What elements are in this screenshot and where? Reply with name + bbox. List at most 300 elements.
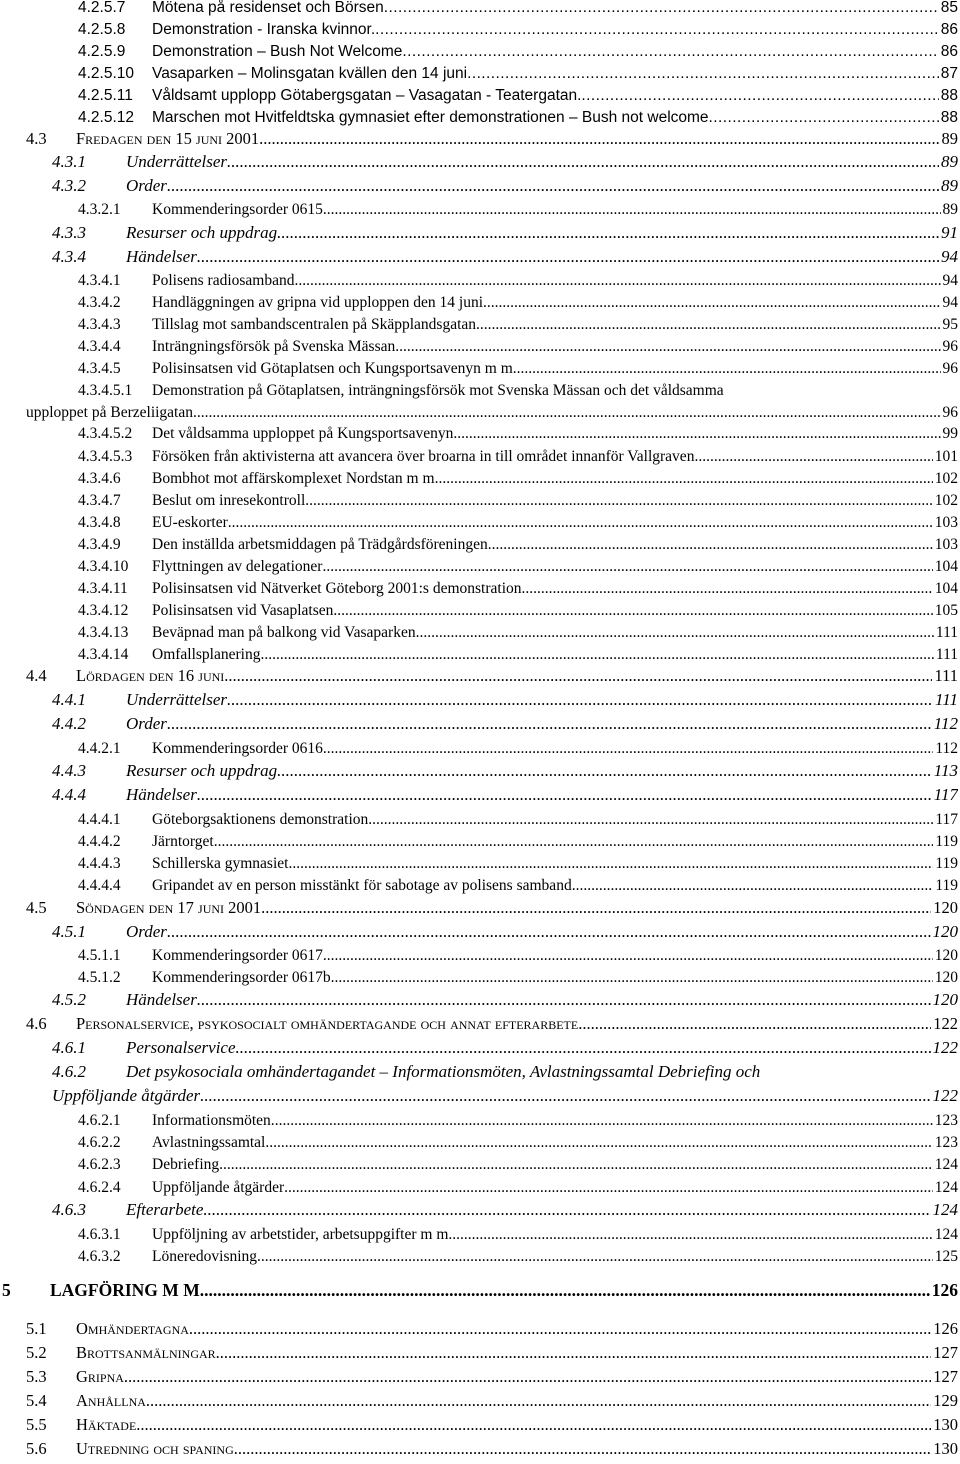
toc-title: Försöken från aktivisterna att avancera över broarna in till området innanför Vallgraven. [152, 448, 699, 465]
toc-leader-dots [435, 469, 933, 489]
toc-number: 4.3.4 [52, 247, 86, 266]
toc-title: Polisinsatsen vid Götaplatsen och Kungsportsavenyn m m [152, 360, 513, 377]
toc-entry-line [52, 246, 958, 268]
toc-title: Våldsamt upplopp Götabergsgatan – Vasagatan - Teatergatan. [152, 87, 582, 104]
toc-entry-line [52, 784, 958, 806]
toc-number: 4.2.5.10 [78, 65, 135, 82]
toc-page-number: 120 [932, 990, 958, 1009]
toc-leader-dots [572, 876, 934, 896]
toc-number: 4.3.2.1 [78, 201, 121, 218]
toc-leader-dots [322, 557, 932, 577]
toc-entry-line [78, 200, 958, 220]
toc-entry[interactable] [0, 175, 960, 201]
toc-page-number: 120 [933, 898, 958, 917]
toc-page-number: 111 [935, 646, 958, 663]
toc-number: 4.3.4.5.2 [78, 425, 133, 442]
toc-number: 5.6 [26, 1439, 47, 1458]
toc-page-number: 96 [942, 360, 958, 377]
toc-leader-dots [197, 784, 932, 806]
toc-leader-dots [368, 810, 933, 830]
toc-title: Kommenderingsorder 0617 [152, 947, 323, 964]
toc-leader-dots [295, 271, 941, 291]
toc-entry-line [78, 601, 958, 621]
toc-title: Kommenderingsorder 0617b [152, 969, 331, 986]
toc-number: 4.4.2.1 [78, 740, 121, 757]
toc-entry-line [78, 1178, 958, 1198]
toc-number: 4.2.5.8 [78, 21, 126, 38]
toc-leader-dots [483, 293, 940, 313]
toc-entry-line [78, 293, 958, 313]
toc-entry[interactable] [0, 784, 960, 810]
toc-number: 4.6 [26, 1014, 47, 1033]
toc-leader-dots [277, 222, 939, 244]
toc-title: Händelser [126, 785, 197, 804]
toc-page-number: 111 [934, 666, 958, 685]
toc-page-number: 127 [933, 1343, 958, 1362]
toc-leader-dots [197, 989, 931, 1011]
toc-page-number: 129 [933, 1391, 958, 1410]
toc-number: 4.6.3.1 [78, 1226, 121, 1243]
toc-number: 4.6.2.1 [78, 1112, 121, 1129]
toc-leader-dots [269, 1133, 933, 1153]
toc-number: 5.4 [26, 1391, 47, 1410]
toc-title: Personalservice, psykosocialt omhändertagande och annat efterarbete [76, 1014, 579, 1033]
toc-page-number: 104 [934, 580, 958, 597]
toc-number: 4.6.3.2 [78, 1248, 121, 1265]
toc-entry-line [78, 42, 958, 62]
toc-page-number: 119 [935, 877, 958, 894]
toc-entry[interactable] [0, 989, 960, 1015]
toc-number: 4.3.4.5.1 [78, 382, 133, 399]
toc-number: 5 [2, 1280, 11, 1300]
toc-leader-dots [234, 1438, 932, 1460]
toc-title: Resurser och uppdrag [126, 223, 278, 242]
toc-entry-line [78, 968, 958, 988]
toc-leader-dots [214, 832, 934, 852]
toc-leader-dots [208, 1199, 931, 1221]
toc-title: Vasaparken – Molinsgatan kvällen den 14 juni [152, 65, 468, 82]
toc-entry[interactable] [0, 1278, 960, 1304]
toc-entry[interactable] [0, 897, 960, 923]
toc-number: 4.2.5.9 [78, 43, 126, 60]
toc-entry-line [78, 513, 958, 533]
toc-number: 4.4.4.4 [78, 877, 121, 894]
toc-title: Underrättelser [126, 152, 228, 171]
toc-page-number: 126 [933, 1319, 958, 1338]
toc-title: Demonstration - Iranska kvinnor. [152, 21, 376, 38]
toc-leader-dots [224, 665, 932, 687]
toc-entry-line [26, 1342, 958, 1364]
toc-number: 4.3.4.14 [78, 646, 129, 663]
toc-page-number: 95 [942, 316, 958, 333]
toc-entry-line [78, 1133, 958, 1153]
toc-title: Efterarbete. [126, 1200, 208, 1219]
toc-page-number: 87 [940, 65, 958, 82]
toc-leader-dots [167, 921, 931, 943]
toc-page-number: 102 [934, 492, 958, 509]
toc-page-number: 122 [933, 1014, 958, 1033]
toc-entry-line [26, 1366, 958, 1388]
toc-entry-line [78, 579, 958, 599]
toc-page-number: 119 [935, 855, 958, 872]
toc-title: Uppföljande åtgärder [152, 1179, 285, 1196]
toc-page-number: 96 [942, 338, 958, 355]
toc-title: Göteborgsaktionens demonstration [152, 811, 369, 828]
toc-entry-line [78, 424, 958, 444]
toc-leader-dots [227, 689, 933, 711]
toc-entry[interactable] [0, 1414, 960, 1440]
toc-entry-line [52, 1061, 958, 1083]
toc-entry-line [78, 645, 958, 665]
toc-leader-dots [197, 246, 939, 268]
toc-entry-line [78, 832, 958, 852]
toc-page-number: 123 [934, 1112, 958, 1129]
toc-number: 4.4.2 [52, 714, 86, 733]
toc-entry-line [78, 359, 958, 379]
toc-title: Järntorget [152, 833, 214, 850]
toc-page-number: 89 [941, 152, 958, 171]
toc-number: 4.3.4.9 [78, 536, 121, 553]
toc-entry-line [26, 1414, 958, 1436]
toc-title: Omhändertagna [76, 1319, 189, 1338]
toc-title: Demonstration – Bush Not Welcome [152, 43, 403, 60]
toc-leader-dots [416, 623, 934, 643]
toc-number: 4.6.2 [52, 1062, 86, 1081]
toc-number: 4.6.2.3 [78, 1156, 121, 1173]
toc-entry[interactable] [0, 1247, 960, 1273]
toc-page-number: 112 [933, 714, 958, 733]
toc-number: 5.1 [26, 1319, 47, 1338]
toc-title: Bombhot mot affärskomplexet Nordstan m m [152, 470, 435, 487]
toc-entry-line [78, 20, 958, 40]
toc-page-number: 101 [934, 448, 958, 465]
toc-number: 4.3.1 [52, 152, 86, 171]
toc-leader-dots [288, 854, 933, 874]
toc-title: Söndagen den 17 juni 2001 [76, 898, 262, 917]
toc-page-number: 113 [933, 761, 958, 780]
toc-leader-dots [488, 535, 933, 555]
toc-entry[interactable] [0, 246, 960, 272]
toc-entry[interactable] [0, 1366, 960, 1392]
toc-number: 4.6.3 [52, 1200, 86, 1219]
toc-number: 5.5 [26, 1415, 47, 1434]
toc-entry-line [52, 175, 958, 197]
toc-leader-dots [284, 1178, 933, 1198]
toc-title: LAGFÖRING M M [50, 1280, 200, 1300]
toc-leader-dots [331, 968, 933, 988]
toc-title: Tillslag mot sambandscentralen på Skäpplandsgatan [152, 316, 477, 333]
toc-title: Flyttningen av delegationer [152, 558, 323, 575]
toc-title: Det våldsamma upploppet på Kungsportsavenyn. [152, 425, 458, 442]
toc-title: Löneredovisning [152, 1248, 258, 1265]
toc-title-continuation: Uppföljande åtgärder [52, 1086, 201, 1105]
toc-page-number: 111 [935, 690, 958, 709]
toc-entry-line [78, 337, 958, 357]
toc-title: Fredagen den 15 juni 2001 [76, 129, 260, 148]
toc-leader-dots [167, 175, 939, 197]
toc-page-number: 103 [934, 514, 958, 531]
toc-title: Handläggningen av gripna vid upploppen den 14 juni [152, 294, 484, 311]
toc-title: Schillerska gymnasiet [152, 855, 289, 872]
toc-entry[interactable] [0, 689, 960, 715]
toc-leader-dots [305, 491, 932, 511]
toc-leader-dots [236, 1037, 931, 1059]
toc-page-number: 94 [942, 272, 958, 289]
toc-number: 4.3.4.12 [78, 602, 129, 619]
toc-number: 4.3.4.4 [78, 338, 121, 355]
toc-entry-line [26, 897, 958, 919]
toc-page-number: 124 [934, 1156, 958, 1173]
toc-title: Lördagen den 16 juni [76, 666, 225, 685]
toc-page-number: 123 [934, 1134, 958, 1151]
toc-entry-continuation [52, 1085, 958, 1107]
toc-page-number: 127 [933, 1367, 958, 1386]
toc-number: 4.4.1 [52, 690, 86, 709]
toc-entry-line [26, 665, 958, 687]
toc-entry-line [52, 689, 958, 711]
toc-number: 4.3.2 [52, 176, 86, 195]
toc-leader-dots [197, 403, 941, 423]
toc-title: Inträngningsförsök på Svenska Mässan [152, 338, 396, 355]
toc-page-number: 125 [934, 1248, 958, 1265]
toc-page-number: 130 [933, 1439, 958, 1458]
toc-number: 4.3.4.2 [78, 294, 121, 311]
toc-number: 4.4.4.3 [78, 855, 121, 872]
toc-page-number: 111 [935, 624, 958, 641]
toc-number: 4.6.2.2 [78, 1134, 121, 1151]
toc-entry[interactable] [0, 665, 960, 691]
toc-page-number: 105 [934, 602, 958, 619]
toc-page-number: 86 [940, 43, 958, 60]
toc-leader-dots [395, 337, 940, 357]
toc-number: 4.2.5.11 [78, 87, 133, 104]
toc-title: Brottsanmälningar [76, 1343, 216, 1362]
toc-page-number: 104 [934, 558, 958, 575]
toc-title: Order [126, 176, 167, 195]
toc-entry-line [78, 854, 958, 874]
toc-leader-dots [384, 0, 939, 18]
toc-title: Det psykosociala omhändertagandet – Informationsmöten, Avlastningssamtal Debriefing och [126, 1062, 761, 1081]
toc-number: 4.4.4 [52, 785, 86, 804]
toc-title: Kommenderingsorder 0615 [152, 201, 323, 218]
toc-leader-dots [136, 1414, 931, 1436]
toc-title: Den inställda arbetsmiddagen på Trädgårdsföreningen [152, 536, 488, 553]
toc-entry-line [78, 491, 958, 511]
toc-title: Beväpnad man på balkong vid Vasaparken [152, 624, 416, 641]
toc-entry-line [78, 623, 958, 643]
toc-entry-line [78, 1225, 958, 1245]
toc-page-number: 94 [941, 247, 958, 266]
toc-number: 4.4.3 [52, 761, 86, 780]
toc-number: 4.6.1 [52, 1038, 86, 1057]
toc-leader-dots [467, 64, 939, 84]
toc-leader-dots [402, 42, 938, 62]
toc-page-number: 89 [941, 129, 958, 148]
toc-page-number: 89 [941, 176, 958, 195]
toc-leader-dots [216, 1342, 932, 1364]
toc-title: EU-eskorter [152, 514, 228, 531]
toc-title: Informationsmöten. [152, 1112, 275, 1129]
toc-entry[interactable] [0, 921, 960, 947]
toc-entry[interactable] [0, 1199, 960, 1225]
toc-page-number: 88 [940, 87, 958, 104]
toc-number: 4.4 [26, 666, 47, 685]
toc-number: 4.3.4.6 [78, 470, 121, 487]
toc-leader-dots [167, 713, 932, 735]
toc-number: 4.3.4.5.3 [78, 448, 133, 465]
toc-leader-dots [228, 513, 933, 533]
toc-leader-dots [323, 739, 933, 759]
toc-number: 4.3 [26, 129, 47, 148]
toc-title: Beslut om inresekontroll [152, 492, 306, 509]
toc-page-number: 124 [932, 1200, 958, 1219]
toc-entry-line [78, 810, 958, 830]
toc-title: Order [126, 714, 167, 733]
toc-page-number: 122 [932, 1038, 958, 1057]
toc-page-number: 126 [931, 1280, 958, 1300]
toc-number: 4.3.4.11 [78, 580, 128, 597]
toc-number: 4.3.4.1 [78, 272, 121, 289]
toc-title: Gripandet av en person misstänkt för sabotage av polisens samband [152, 877, 572, 894]
toc-title: Order [126, 922, 167, 941]
toc-number: 4.3.4.10 [78, 558, 129, 575]
toc-entry-line [52, 222, 958, 244]
toc-entry-line [78, 271, 958, 291]
toc-number: 4.3.3 [52, 223, 86, 242]
toc-leader-dots [189, 1318, 931, 1340]
toc-entry[interactable] [0, 713, 960, 739]
toc-entry[interactable] [0, 1013, 960, 1039]
toc-title: Kommenderingsorder 0616 [152, 740, 323, 757]
toc-title: Häktade [76, 1415, 137, 1434]
toc-page-number: 99 [942, 425, 958, 442]
toc-leader-dots [260, 645, 933, 665]
toc-title: Marschen mot Hvitfeldtska gymnasiet efter demonstrationen – Bush not welcome [152, 109, 709, 126]
toc-leader-dots [257, 1247, 933, 1267]
toc-title: Omfallsplanering [152, 646, 261, 663]
toc-title: Polisens radiosamband [152, 272, 295, 289]
toc-entry[interactable] [0, 1037, 960, 1063]
toc-page-number: 122 [932, 1086, 958, 1105]
toc-entry-line [26, 128, 958, 150]
toc-number: 5.3 [26, 1367, 47, 1386]
toc-entry-line [52, 1037, 958, 1059]
toc-entry[interactable] [0, 151, 960, 177]
toc-entry-line [26, 1013, 958, 1035]
toc-entry-line [78, 557, 958, 577]
toc-title: Mötena på residenset och Börsen [152, 0, 384, 16]
toc-entry-line [78, 64, 958, 84]
toc-entry-line [78, 1155, 958, 1175]
toc-page-number: 117 [935, 811, 958, 828]
toc-number: 4.2.5.12 [78, 109, 135, 126]
toc-leader-dots [261, 897, 931, 919]
toc-entry[interactable] [0, 1438, 960, 1464]
toc-title: Resurser och uppdrag [126, 761, 278, 780]
toc-title: Uppföljning av arbetstider, arbetsuppgifter m m [152, 1226, 449, 1243]
toc-leader-dots [124, 1366, 931, 1388]
toc-page-number: 120 [932, 922, 958, 941]
toc-entry-line [52, 1199, 958, 1221]
toc-number: 4.3.4.13 [78, 624, 129, 641]
toc-number: 4.5.1.2 [78, 969, 121, 986]
toc-leader-dots [476, 315, 940, 335]
toc-title-continuation: upploppet på Berzeliigatan. [26, 404, 197, 421]
toc-entry[interactable] [0, 1390, 960, 1416]
toc-title: Polisinsatsen vid Vasaplatsen [152, 602, 334, 619]
toc-page-number: 124 [934, 1179, 958, 1196]
toc-entry-line [78, 447, 958, 467]
toc-entry-line [78, 86, 958, 106]
toc-leader-dots [698, 447, 932, 467]
toc-entry[interactable] [0, 1318, 960, 1344]
toc-title: Demonstration på Götaplatsen, inträngningsförsök mot Svenska Mässan och det våldsamma [152, 382, 724, 399]
toc-page-number: 96 [942, 404, 958, 421]
toc-entry-line [26, 1318, 958, 1340]
toc-entry[interactable] [0, 381, 960, 421]
toc-entry-line [78, 0, 958, 18]
toc-entry-line [78, 876, 958, 896]
toc-leader-dots [277, 760, 932, 782]
toc-number: 4.3.4.7 [78, 492, 121, 509]
toc-number: 4.5.1 [52, 922, 86, 941]
toc-title: Avlastningssamtal. [152, 1134, 270, 1151]
toc-number: 4.3.4.3 [78, 316, 121, 333]
toc-number: 4.5.1.1 [78, 947, 121, 964]
toc-title: Polisinsatsen vid Nätverket Göteborg 2001:s demonstration [152, 580, 522, 597]
toc-page-number: 89 [942, 201, 958, 218]
toc-leader-dots [275, 1111, 933, 1131]
toc-page-number: 120 [934, 969, 958, 986]
toc-number: 4.3.4.8 [78, 514, 121, 531]
toc-page-number: 103 [934, 536, 958, 553]
toc-leader-dots [578, 1013, 931, 1035]
toc-number: 4.3.4.5 [78, 360, 121, 377]
toc-entry-line [78, 535, 958, 555]
toc-leader-dots [522, 579, 933, 599]
toc-entry[interactable] [0, 222, 960, 248]
toc-leader-dots [581, 86, 938, 106]
toc-page-number: 91 [941, 223, 958, 242]
toc-entry-line [52, 989, 958, 1011]
toc-entry-line [26, 1438, 958, 1460]
toc-title: Underrättelser [126, 690, 228, 709]
toc-entry[interactable] [0, 760, 960, 786]
toc-leader-dots [448, 1225, 932, 1245]
toc-page-number: 117 [933, 785, 958, 804]
toc-entry-line [78, 108, 958, 128]
toc-number: 4.4.4.1 [78, 811, 121, 828]
toc-title: Händelser [126, 990, 197, 1009]
toc-title: Händelser [126, 247, 197, 266]
toc-leader-dots [709, 108, 939, 128]
toc-title: Personalservice [126, 1038, 236, 1057]
toc-leader-dots [259, 128, 939, 150]
toc-entry-line [78, 315, 958, 335]
toc-leader-dots [200, 1278, 930, 1302]
toc-entry-line [52, 713, 958, 735]
toc-entry-line [78, 739, 958, 759]
toc-entry[interactable] [0, 1061, 960, 1105]
toc-page-number: 130 [933, 1415, 958, 1434]
toc-number: 4.6.2.4 [78, 1179, 121, 1196]
toc-entry-line [78, 381, 958, 401]
toc-leader-dots [323, 946, 933, 966]
toc-title: Debriefing [152, 1156, 220, 1173]
toc-entry[interactable] [0, 1342, 960, 1368]
toc-title: Anhållna [76, 1391, 146, 1410]
toc-entry-line [78, 946, 958, 966]
